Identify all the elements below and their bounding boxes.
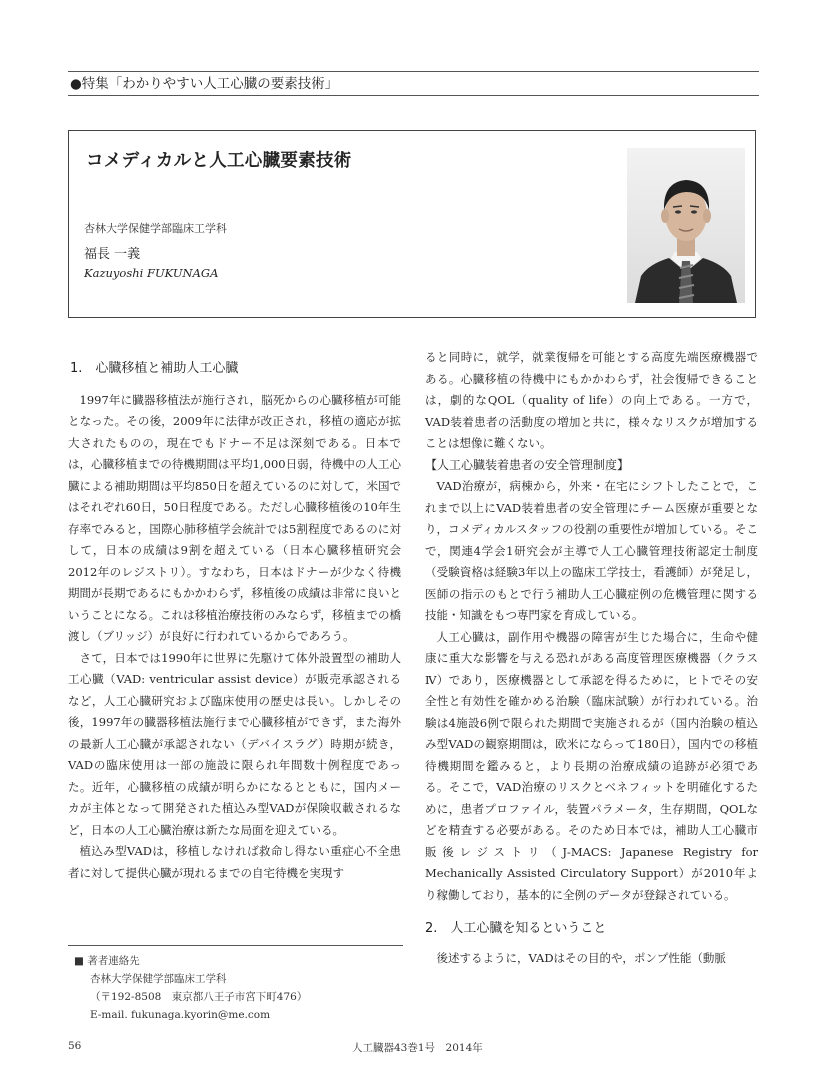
author-contact <box>74 952 404 1024</box>
contact-heading: ■ 著者連絡先 <box>74 955 140 967</box>
page-number: 56 <box>68 1040 82 1052</box>
right-column <box>425 347 758 969</box>
author-name-en: Kazuyoshi FUKUNAGA <box>84 266 219 280</box>
author-affiliation: 杏林大学保健学部臨床工学科 <box>84 222 227 235</box>
section2-heading: 2. 人工心臓を知るということ <box>425 921 607 936</box>
header-rule <box>68 95 759 96</box>
author-photo <box>627 148 745 303</box>
contact-line: 杏林大学保健学部臨床工学科 <box>90 973 227 985</box>
contact-line: （〒192-8508 東京都八王子市宮下町476） <box>90 991 308 1003</box>
author-name: 福長 一義 <box>84 247 141 262</box>
journal-info: 人工臓器43巻1号 2014年 <box>352 1042 483 1054</box>
safety-paragraph-2: 人工心臓は，副作用や機器の障害が生じた場合に，生命や健康に重大な影響を与える恐れがある高度管理医療機器（クラスⅣ）であり，医療機器として承認を得るために，ヒトでその安全性と有効性を確かめる治験（臨床試験）が行われている。治験は4施設6例で限られた期間で実施されるが（国内治験の植込み型VADの観察期間は，欧米にならって180日），国内での移植待機期間を鑑みると，より長期の治療成績の追跡が必須である。そこで，VAD治療のリスクとベネフィットを明確化するために，患者プロファイル，装置パラメータ，生存期間，QOLなどを精査する必要がある。そのため日本では，補助人工心臓市販後レジストリ（J-MACS: Japanese Registry for Mechanically Assisted Circulatory Support）が2010年より稼働しており，基本的に全例のデータが登録されている。 <box>425 629 758 902</box>
contact-rule <box>68 945 403 946</box>
contact-email: E-mail. fukunaga.kyorin@me.com <box>90 1009 271 1021</box>
safety-heading: 【人工心臓装着患者の安全管理制度】 <box>425 457 630 472</box>
section1-heading: 1. 心臓移植と補助人工心臓 <box>70 361 239 376</box>
feature-label: ●特集「わかりやすい人工心臓の要素技術」 <box>70 76 339 92</box>
top-rule <box>68 71 759 72</box>
section1-paragraph-2: さて，日本では1990年に世界に先駆けて体外設置型の補助人工心臓（VAD: ventricular assist device）が販売承認されるなど，人工心臓研究および臨床使用の歴史は長い。しかしその後，1997年の臓器移植法施行まで心臓移植ができず，また海外の最新人工心臓が承認されない（デバイスラグ）時期が続き，VADの臨床使用は一部の施設に限られ年間数十例程度であった。近年，心臓移植の成績が明らかになるとともに，国内メーカが主体となって開発された植込み型VADが保険収載されるなど，日本の人工心臓治療は新たな局面を迎えている。 <box>68 650 401 837</box>
left-column <box>68 358 401 884</box>
article-title: コメディカルと人工心臓要素技術 <box>86 151 352 171</box>
section2-paragraph-1: 後述するように，VADはその目的や，ポンプ性能（動脈 <box>436 950 726 965</box>
section1-paragraph-3-start: 植込み型VADは，移植しなければ救命し得ない重症心不全患者に対して提供心臓が現れるまでの自宅待機を実現す <box>68 844 401 880</box>
section1-paragraph-3-end: ると同時に，就学，就業復帰を可能とする高度先端医療機器である。心臓移植の待機中にもかかわらず，社会復帰できることは，劇的なQOL（quality of life）の向上である。一方で，VAD装着患者の活動度の増加と共に，様々なリスクが増加することは想像に難くない。 <box>425 350 758 450</box>
section1-paragraph-1: 1997年に臓器移植法が施行され，脳死からの心臓移植が可能となった。その後，2009年に法律が改正され，移植の適応が拡大されたものの，現在でもドナー不足は深刻である。日本では，心臓移植までの待機期間は平均1,000日弱，待機中の人工心臓による補助期間は平均850日を超えているのに対して，米国ではそれぞれ60日，50日程度である。ただし心臓移植後の10年生存率でみると，国際心肺移植学会統計では5割程度であるのに対して，日本の成績は9割を超えている（日本心臓移植研究会2012年のレジストリ）。すなわち，日本はドナーが少なく待機期間が長期であるにもかかわらず，移植後の成績は非常に良いということになる。これは移植治療技術のみならず，移植までの橋渡し（ブリッジ）が良好に行われているからであろう。 <box>68 392 401 643</box>
safety-paragraph-1: VAD治療が，病棟から，外来・在宅にシフトしたことで，これまで以上にVAD装着患者の安全管理にチーム医療が重要となり，コメディカルスタッフの役割の重要性が増加している。そこで，関連4学会1研究会が主導で人工心臓管理技術認定士制度（受験資格は経験3年以上の臨床工学技士，看護師）が発足し，医師の指示のもとで行う補助人工心臓症例の危機管理に関する技能・知識をもつ専門家を育成している。 <box>425 479 758 622</box>
